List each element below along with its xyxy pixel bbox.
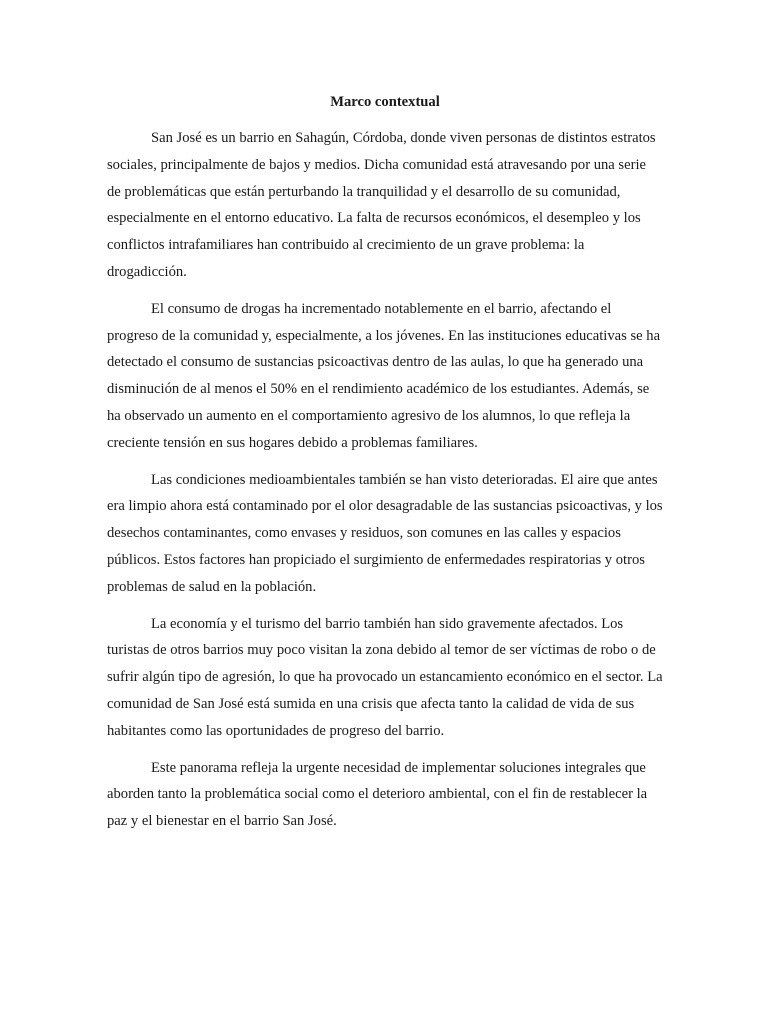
- paragraph-5: Este panorama refleja la urgente necesidad de implementar soluciones integrales que aborden tanto la problemática social como el deterioro ambiental, con el fin de restablecer la paz y el bienestar en el barrio San José.: [107, 759, 648, 830]
- paragraph-4: La economía y el turismo del barrio también han sido gravemente afectados. Los turistas de otros barrios muy poco visitan la zona debido al temor de ser víctimas de robo o de sufrir algún tipo de agresión, lo que ha provocado un estancamiento económico en el sector. La comunidad de San José está sumida en una crisis que afecta tanto la calidad de vida de sus habitantes como las oportunidades de progreso del barrio.: [107, 615, 663, 739]
- paragraph-3: Las condiciones medioambientales también se han visto deterioradas. El aire que antes era limpio ahora está contaminado por el olor desagradable de las sustancias psicoactivas, y los desechos contaminantes, como envases y residuos, son comunes en las calles y espacios públicos. Estos factores han propiciado el surgimiento de enfermedades respiratorias y otros problemas de salud en la población.: [107, 471, 663, 595]
- paragraph-2: El consumo de drogas ha incrementado notablemente en el barrio, afectando el progreso de la comunidad y, especialmente, a los jóvenes. En las instituciones educativas se ha detectado el consumo de sustancias psicoactivas dentro de las aulas, lo que ha generado una disminución de al menos el 50% en el rendimiento académico de los estudiantes. Además, se ha observado un aumento en el comportamiento agresivo de los alumnos, lo que refleja la creciente tensión en sus hogares debido a problemas familiares.: [107, 300, 661, 451]
- document-body: [107, 89, 663, 845]
- paragraph-1: San José es un barrio en Sahagún, Córdoba, donde viven personas de distintos estratos sociales, principalmente de bajos y medios. Dicha comunidad está atravesando por una serie de problemáticas que están perturbando la tranquilidad y el desarrollo de su comunidad, especialmente en el entorno educativo. La falta de recursos económicos, el desempleo y los conflictos intrafamiliares han contribuido al crecimiento de un grave problema: la drogadicción.: [107, 130, 656, 280]
- document-title: Marco contextual: [330, 94, 440, 110]
